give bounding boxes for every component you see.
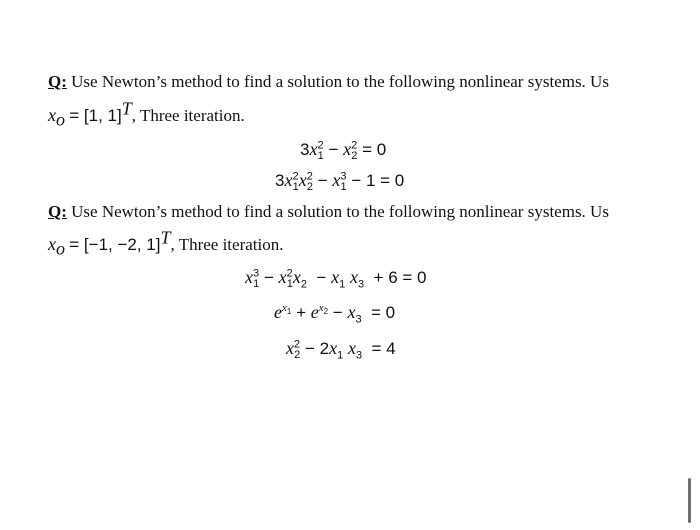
equation-2-3: $x^2_2 - 2x_1$ $x_3 = 4$ <box>286 338 396 362</box>
equals-sign-2: = <box>69 235 80 254</box>
equals-sign-1: = <box>69 106 80 125</box>
vertical-scrollbar[interactable] <box>688 478 691 523</box>
question-1-line <box>48 71 609 93</box>
question-2-initial-guess: $x_o = [-1$, −2, 1]$^T$, Three iteration. <box>48 227 284 259</box>
equation-2-1: $x^3_1 - x^2_1x_2 - x_1$ $x_3 + 6 = 0$ <box>245 267 427 291</box>
equation-1-2: $3x^2_1x^2_2 - x^3_1 - 1 = 0$ <box>275 170 405 194</box>
question-2-iterations: , Three iteration. <box>170 235 284 254</box>
question-1-initial-guess: $x_o = [1$, 1]$^T$, Three iteration. <box>48 98 245 130</box>
initial-guess-1-value: [1, 1] <box>83 106 122 125</box>
initial-guess-2-value: [−1, −2, 1] <box>83 235 161 254</box>
equation-2-2: $e^{x_1} + e^{x_2} - x_3 = 0$ <box>274 302 396 326</box>
question-2-text: Use Newton’s method to find a solution to the following nonlinear systems. Us <box>66 202 609 221</box>
question-1-label: Q: <box>48 72 67 91</box>
transpose-mark-1: T <box>121 98 132 119</box>
question-1-iterations: , Three iteration. <box>131 106 245 125</box>
transpose-mark-2: T <box>160 227 171 248</box>
equation-1-1: $3x^2_1 - x^2_2 = 0$ <box>300 139 387 163</box>
question-2-label: Q: <box>48 202 67 221</box>
question-2-line <box>48 201 609 223</box>
question-1-text: Use Newton’s method to find a solution to the following nonlinear systems. Us <box>66 72 609 91</box>
